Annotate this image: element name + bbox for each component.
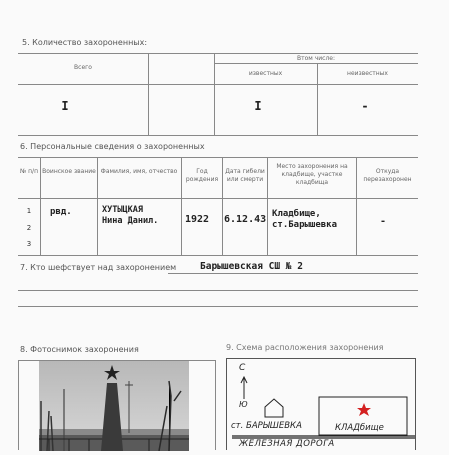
section7-value: Барышевская СШ № 2 — [200, 261, 303, 272]
s6-line-bottom — [18, 255, 418, 256]
s6-cell-place-1: Кладбище, — [272, 209, 321, 219]
section7-label: 7. Кто шефствует над захоронением — [20, 263, 177, 272]
s5-header-unknown: неизвестных — [347, 70, 388, 77]
section6-title: 6. Персональные сведения о захороненных — [20, 142, 205, 151]
s7-line-2 — [18, 290, 418, 291]
s6-vline-2 — [97, 157, 98, 255]
s6-header-num: № п/п — [19, 168, 38, 175]
burial-photo — [19, 361, 215, 451]
s6-header-death: Дата гибели или смерти — [225, 168, 265, 183]
s5-vline-2 — [214, 53, 215, 135]
cemetery-label: КЛАДбище — [335, 423, 384, 433]
s5-header-of-them: Втом числе: — [296, 55, 335, 62]
s6-vline-1 — [40, 157, 41, 255]
s6-header-name: Фамилия, имя, отчество — [100, 168, 178, 175]
railway-label: ЖЕЛЕЗНАЯ ДОРОГА — [239, 439, 335, 449]
s6-cell-reburied: - — [380, 216, 387, 227]
s6-row-num-2: 2 — [26, 224, 32, 232]
compass-south: Ю — [239, 400, 248, 409]
s6-cell-place-2: ст.Барышевка — [272, 220, 338, 230]
compass-north: С — [239, 363, 246, 373]
s6-cell-birth: 1922 — [185, 214, 210, 225]
s6-cell-death: 6.12.43 — [224, 214, 267, 225]
s6-cell-name-2: Нина Данил. — [102, 216, 159, 226]
photo-frame — [18, 360, 216, 450]
s5-value-total: I — [61, 99, 69, 113]
s5-line-header — [18, 84, 418, 85]
station-label: ст. БАРЫШЕВКА — [231, 421, 302, 431]
s6-line-header — [18, 198, 418, 199]
s6-header-reburied: Откуда перезахоронен — [363, 168, 412, 183]
s5-line-top — [18, 53, 418, 54]
section9-title: 9. Схема расположения захоронения — [226, 343, 384, 352]
s6-line-top — [18, 157, 418, 158]
s5-line-sub — [214, 63, 418, 64]
scheme-drawing — [227, 359, 415, 451]
s5-vline-1 — [148, 53, 149, 135]
s6-header-birth: Год рождения — [185, 168, 219, 183]
s6-vline-5 — [267, 157, 268, 255]
section8-title: 8. Фотоснимок захоронения — [20, 345, 139, 354]
s6-header-rank: Воинское звание — [42, 168, 96, 175]
s5-value-known: I — [254, 99, 262, 113]
s5-header-total: Всего — [74, 64, 92, 71]
s5-line-bottom — [18, 135, 418, 136]
scheme-frame — [226, 358, 416, 450]
s6-header-place: Место захоронения на кладбище, участке кладбища — [276, 163, 348, 186]
section5-title: 5. Количество захороненных: — [22, 38, 148, 47]
s5-header-known: известных — [248, 70, 283, 77]
s6-row-num-3: 3 — [26, 240, 32, 248]
cemetery-star-icon — [357, 403, 371, 416]
s7-line-3 — [18, 306, 418, 307]
s7-line-1 — [168, 273, 418, 274]
s6-cell-rank: рвд. — [50, 207, 72, 217]
s5-value-unknown: - — [361, 99, 369, 113]
s6-cell-name-1: ХУТЫЦКАЯ — [102, 205, 143, 215]
s6-row-num-1: 1 — [26, 207, 32, 215]
